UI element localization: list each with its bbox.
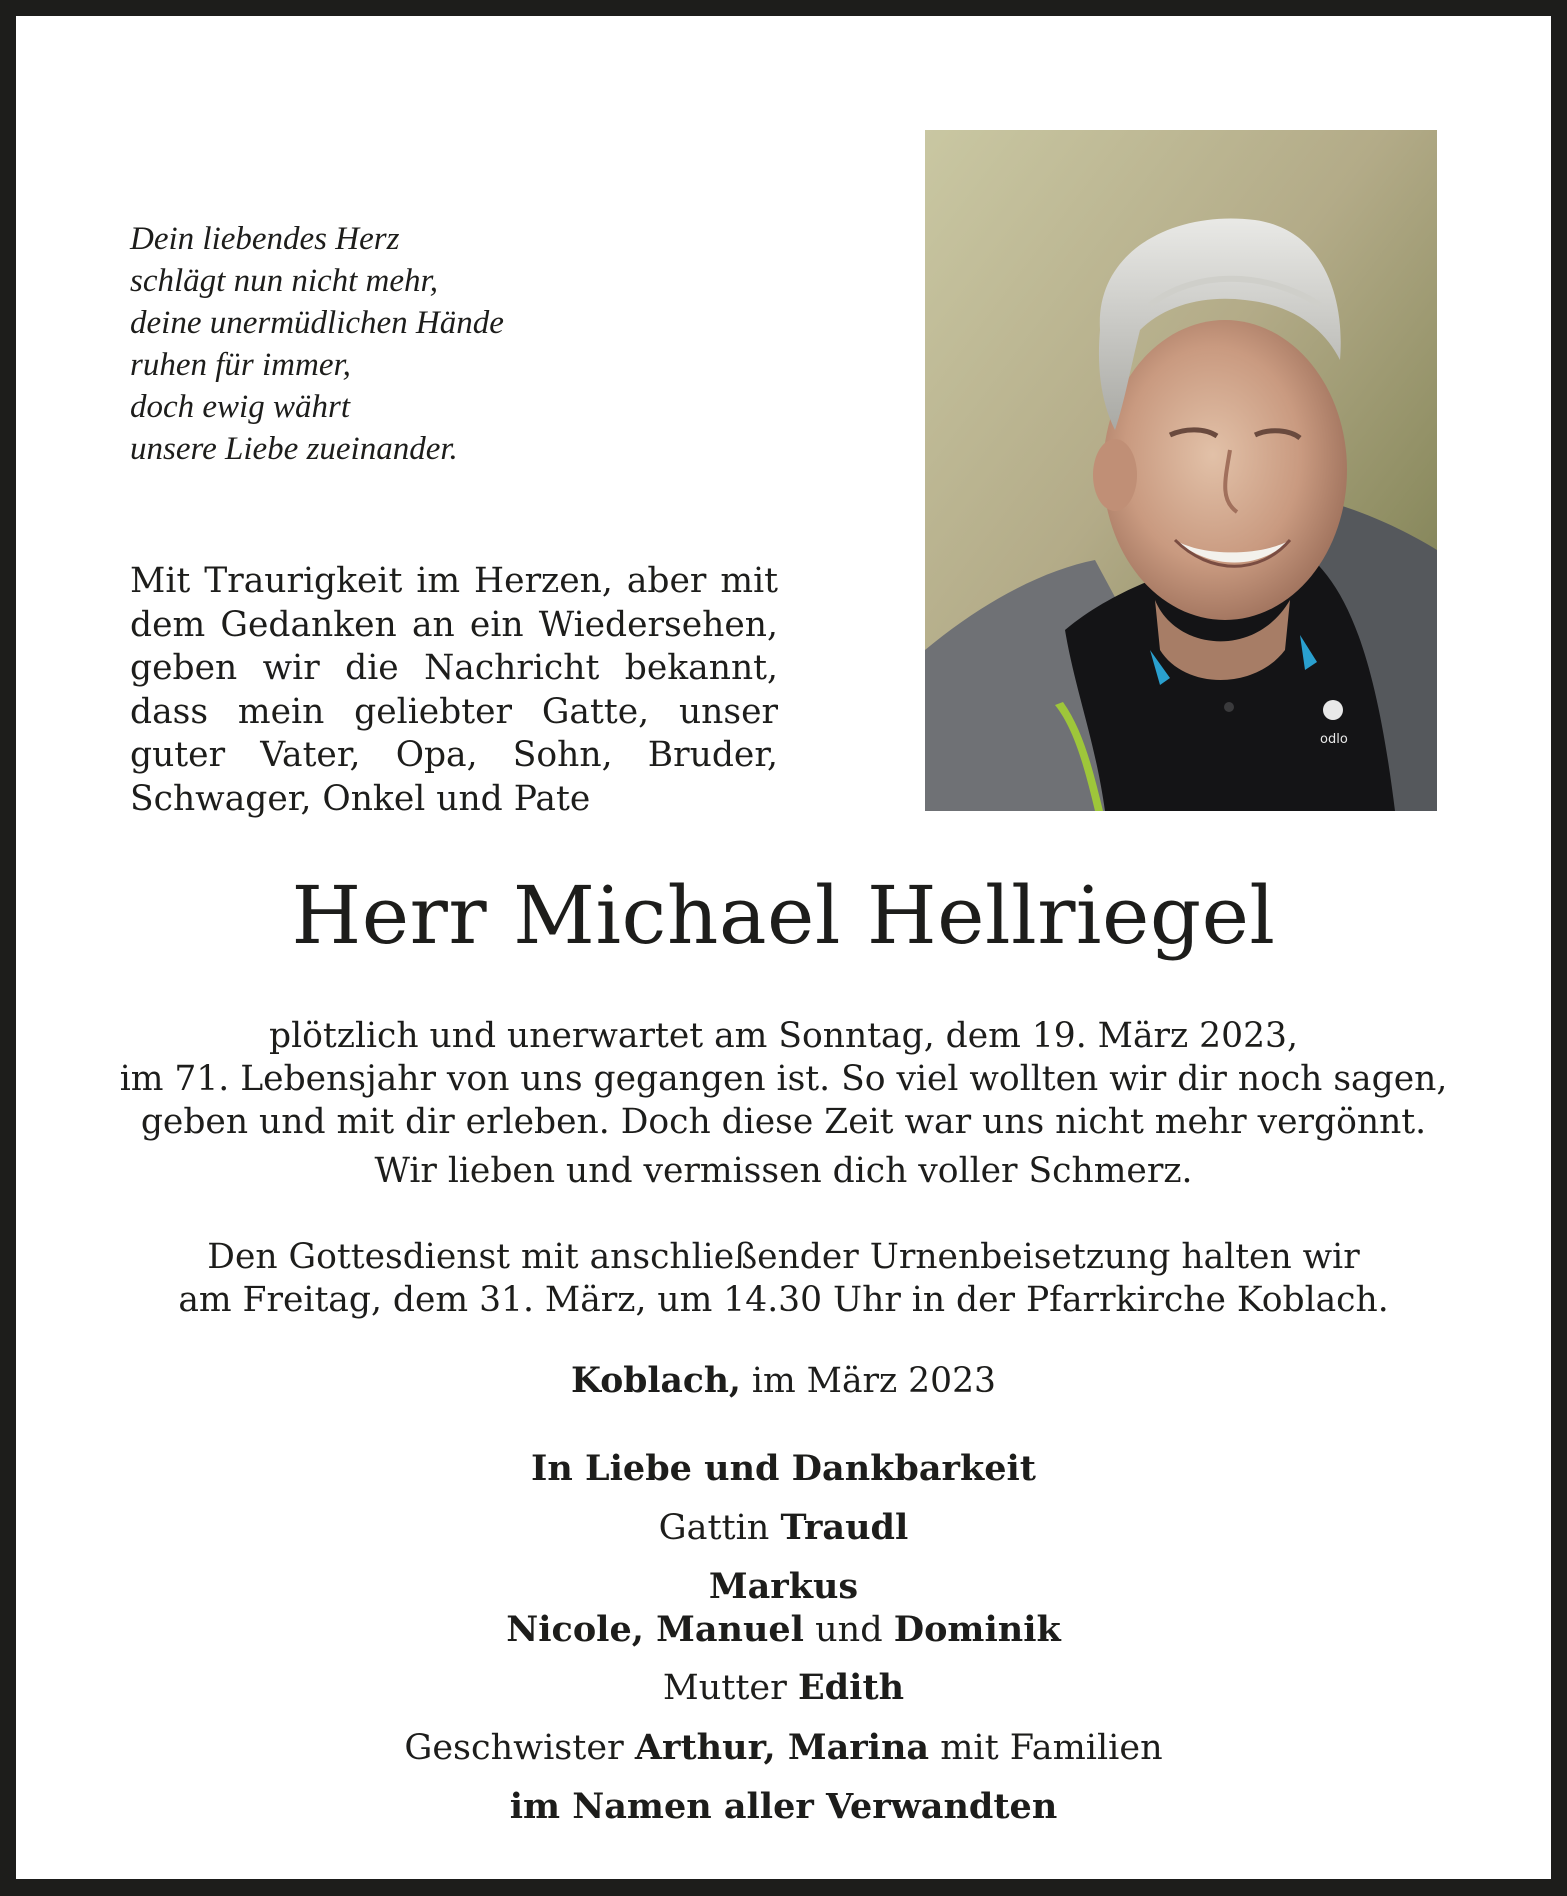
announcement-line: geben und mit dir erleben. Doch diese Zeit war uns nicht mehr vergönnt. <box>140 1102 1427 1142</box>
signature-heading: In Liebe und Dankbarkeit <box>531 1448 1036 1489</box>
announcement-line: plötzlich und unerwartet am Sonntag, dem 19. März 2023, <box>269 1016 1298 1056</box>
siblings-prefix: Geschwister <box>404 1728 635 1768</box>
poem-line: schlägt nun nicht mehr, <box>130 263 438 299</box>
poem-line: Dein liebendes Herz <box>130 221 400 257</box>
signature-closing: im Namen aller Verwandten <box>509 1786 1058 1827</box>
mother-prefix: Mutter <box>662 1668 798 1708</box>
poem-line: deine unermüdlichen Hände <box>130 305 504 341</box>
service-info <box>60 1236 1507 1322</box>
grandchildren-and: und <box>803 1610 894 1650</box>
wife-prefix: Gattin <box>658 1508 781 1548</box>
poem-line: ruhen für immer, <box>130 347 351 383</box>
deceased-name: Herr Michael Hellriegel <box>291 869 1276 962</box>
place-date <box>60 1360 1507 1403</box>
signature-siblings <box>60 1726 1507 1770</box>
portrait-photo <box>925 130 1437 811</box>
svg-text:odlo: odlo <box>1320 732 1348 747</box>
grandchildren-names-b: Dominik <box>893 1609 1061 1650</box>
wife-name: Traudl <box>780 1507 909 1548</box>
announcement-text <box>60 1015 1507 1144</box>
siblings-names: Arthur, Marina <box>634 1727 930 1768</box>
siblings-suffix: mit Familien <box>929 1728 1163 1768</box>
place-date-text: im März 2023 <box>740 1361 996 1401</box>
signature-mother <box>60 1666 1507 1710</box>
mother-name: Edith <box>798 1667 905 1708</box>
announcement-line: im 71. Lebensjahr von uns gegangen ist. So viel wollten wir dir noch sagen, <box>119 1059 1448 1099</box>
service-line: am Freitag, dem 31. März, um 14.30 Uhr in der Pfarrkirche Koblach. <box>178 1280 1389 1320</box>
signature-grandchildren <box>60 1608 1507 1652</box>
grandchildren-names-a: Nicole, Manuel <box>506 1609 804 1650</box>
memorial-poem <box>130 218 650 470</box>
service-line: Den Gottesdienst mit anschließender Urnenbeisetzung halten wir <box>207 1237 1360 1277</box>
love-line: Wir lieben und vermissen dich voller Schmerz. <box>374 1151 1193 1191</box>
poem-line: doch ewig währt <box>130 389 350 425</box>
intro-paragraph: Mit Traurigkeit im Herzen, aber mit dem Gedanken an ein Wiedersehen, geben wir die Nachricht bekannt, dass mein geliebter Gatte, unser guter Vater, Opa, Sohn, Bruder, Schwager, Onkel und Pate <box>130 561 778 819</box>
signature-wife <box>60 1506 1507 1550</box>
signature-son: Markus <box>708 1566 859 1607</box>
place-town: Koblach, <box>571 1361 741 1401</box>
poem-line: unsere Liebe zueinander. <box>130 431 458 467</box>
